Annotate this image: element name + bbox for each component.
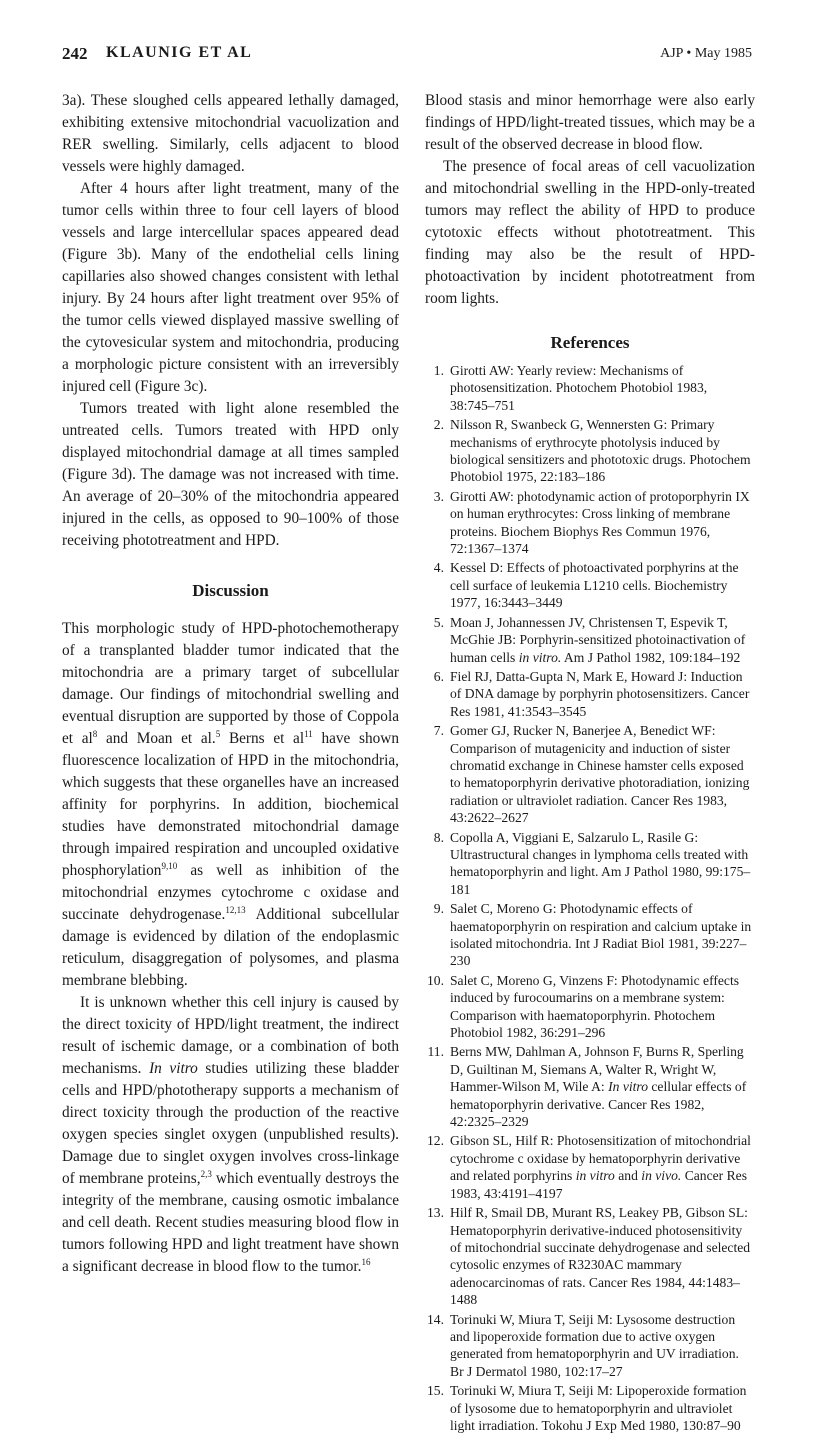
citation: 12,13	[225, 905, 246, 915]
reference-item: 7. Gomer GJ, Rucker N, Banerjee A, Benedict WF: Comparison of mutagenicity and induction of sister chromatid exchange in Chinese hamster cells exposed to hematoporphyrin derivative photoradiation, ionizing radiation or ultraviolet radiation. Cancer Res 1983, 43:2622–2627	[433, 723, 750, 826]
right-column	[425, 90, 755, 1436]
reference-item: 15. Torinuki W, Miura T, Seiji M: Lipoperoxide formation of lysosome due to hematoporphyrin and ultraviolet light irradiation. Tokohu J Exp Med 1980, 130:87–90	[427, 1383, 747, 1433]
reference-item: 10. Salet C, Moreno G, Vinzens F: Photodynamic effects induced by furocoumarins on a membrane system: Comparison with haematoporphyrin. Photochem Photobiol 1982, 36:291–296	[427, 972, 740, 1041]
citation: 16	[361, 1257, 371, 1267]
reference-item: 3. Girotti AW: photodynamic action of protoporphyrin IX on human erythrocytes: Cross linking of membrane proteins. Biochem Biophys Res Commun 1976, 72:1367–1374	[433, 488, 750, 557]
citation: 11	[304, 729, 313, 739]
citation: 9,10	[161, 861, 178, 871]
left-column	[62, 90, 399, 1278]
reference-item: 13. Hilf R, Smail DB, Murant RS, Leakey PB, Gibson SL: Hematoporphyrin derivative-induced photosensitivity of mitochondrial succinate dehydrogenase and selected cytosolic enzymes of R3230AC mammary adenocarcinomas of rats. Cancer Res 1984, 44:1483–1488	[427, 1205, 751, 1308]
reference-item: 6. Fiel RJ, Datta-Gupta N, Mark E, Howard J: Induction of DNA damage by porphyrin photosensitizers. Cancer Res 1981, 41:3543–3545	[433, 668, 750, 719]
reference-list	[425, 362, 755, 1434]
discussion-heading: Discussion	[192, 581, 269, 600]
running-header	[62, 44, 752, 66]
references-heading: References	[550, 333, 630, 352]
reference-item: 4. Kessel D: Effects of photoactivated porphyrins at the cell surface of leukemia L1210 cells. Biochemistry 1977, 16:3443–3449	[433, 560, 739, 611]
paragraph: After 4 hours after light treatment, many of the tumor cells within three to four cell layers of blood vessels and large intercellular spaces appeared dead (Figure 3b). Many of the endothelial cells lining capillaries also showed changes consistent with lethal injury. By 24 hours after light treatment over 95% of the tumor cells viewed displayed massive swelling of the cytovesicular system and mitochondria, producing a morphologic picture consistent with an irreversibly injured cell (Figure 3c).	[62, 180, 399, 395]
paragraph: The presence of focal areas of cell vacuolization and mitochondrial swelling in the HPD-only-treated tumors may reflect the ability of HPD to produce cytotoxic effects without phototreatment. This finding may also be the result of HPD-photoactivation by incident phototreatment from room lights.	[425, 158, 755, 307]
paragraph: It is unknown whether this cell injury is caused by the direct toxicity of HPD/light treatment, the indirect result of ischemic damage, or a combination of both mechanisms. In vitro studies utilizing these bladder cells and HPD/phototherapy supports a mechanism of direct toxicity through the production of the reactive oxygen species singlet oxygen (unpublished results). Damage due to singlet oxygen involves cross-linkage of membrane proteins,$^{2,3}$ which eventually destroys the integrity of the membrane, causing osmotic imbalance and cell death. Recent studies measuring blood flow in tumors following HPD and light treatment have shown a significant decrease in blood flow to the tumor.$^{16}$	[62, 994, 399, 1275]
reference-item: 1. Girotti AW: Yearly review: Mechanisms of photosensitization. Photochem Photobiol 1983, 38:745–751	[433, 363, 708, 413]
paragraph: Blood stasis and minor hemorrhage were also early findings of HPD/light-treated tissues, which may be a result of the observed decrease in blood flow.	[425, 92, 755, 153]
reference-item: 14. Torinuki W, Miura T, Seiji M: Lysosome destruction and lipoperoxide formation due to active oxygen generated from hematoporphyrin and UV irradiation. Br J Dermatol 1980, 102:17–27	[427, 1311, 739, 1379]
citation: 8	[92, 729, 98, 739]
paragraph: 3a). These sloughed cells appeared lethally damaged, exhibiting extensive mitochondrial vacuolization and RER swelling. Similarly, cells adjacent to blood vessels were highly damaged.	[62, 92, 399, 175]
citation: 2,3	[200, 1169, 212, 1179]
journal-citation: AJP • May 1985	[660, 46, 752, 61]
citation: 5	[215, 729, 221, 739]
reference-item: 11. Berns MW, Dahlman A, Johnson F, Burns R, Sperling D, Guiltinan M, Siemans A, Walter R, Wright W, Hammer-Wilson M, Wile A: In vitro cellular effects of hematoporphyrin derivative. Cancer Res 1982, 42:2325–2329	[427, 1044, 747, 1130]
paragraph: This morphologic study of HPD-photochemotherapy of a transplanted bladder tumor indicated that the mitochondria are a primary target of subcellular damage. Our findings of mitochondrial swelling and eventual disruption are supported by those of Coppola et $al^8$ and Moan et al.$^5$ Berns et $al^{11}$ have shown fluorescence localization of HPD in the mitochondria, which suggests that these organelles have an increased affinity for porphyrins. In addition, biochemical studies have demonstrated mitochondrial damage through impaired respiration and uncoupled oxidative phosphorylation$^{9,10}$ as well as inhibition of the mitochondrial enzymes cytochrome c oxidase and succinate dehydrogenase.$^{12,13}$ Additional subcellular damage is evidenced by dilation of the endoplasmic reticulum, disaggregation of polysomes, and plasma membrane blebbing.	[62, 620, 399, 989]
reference-item: 5. Moan J, Johannessen JV, Christensen T, Espevik T, McGhie JB: Porphyrin-sensitized photoinactivation of human cells in vitro. Am J Pathol 1982, 109:184–192	[433, 614, 746, 665]
paragraph: Tumors treated with light alone resembled the untreated cells. Tumors treated with HPD only displayed mitochondrial damage at all times sampled (Figure 3d). The damage was not increased with time. An average of 20–30% of the mitochondria appeared injured in the cells, as opposed to 90–100% of those receiving phototreatment and HPD.	[62, 400, 399, 549]
reference-item: 2. Nilsson R, Swanbeck G, Wennersten G: Primary mechanisms of erythrocyte photolysis induced by biological sensitizers and phototoxic drugs. Photochem Photobiol 1975, 22:183–186	[433, 417, 751, 485]
reference-item: 9. Salet C, Moreno G: Photodynamic effects of haematoporphyrin on respiration and calcium uptake in isolated mitochondria. Int J Radiat Biol 1981, 39:227–230	[433, 901, 752, 969]
reference-item: 12. Gibson SL, Hilf R: Photosensitization of mitochondrial cytochrome c oxidase by hematoporphyrin derivative and related porphyrins in vitro and in vivo. Cancer Res 1983, 43:4191–4197	[427, 1133, 751, 1201]
page-number: 242	[62, 44, 88, 63]
reference-item: 8. Copolla A, Viggiani E, Salzarulo L, Rasile G: Ultrastructural changes in lymphoma cells treated with hematoporphyrin and light. Am J Pathol 1980, 99:175–181	[433, 829, 751, 897]
running-authors: KLAUNIG ET AL	[106, 44, 253, 61]
